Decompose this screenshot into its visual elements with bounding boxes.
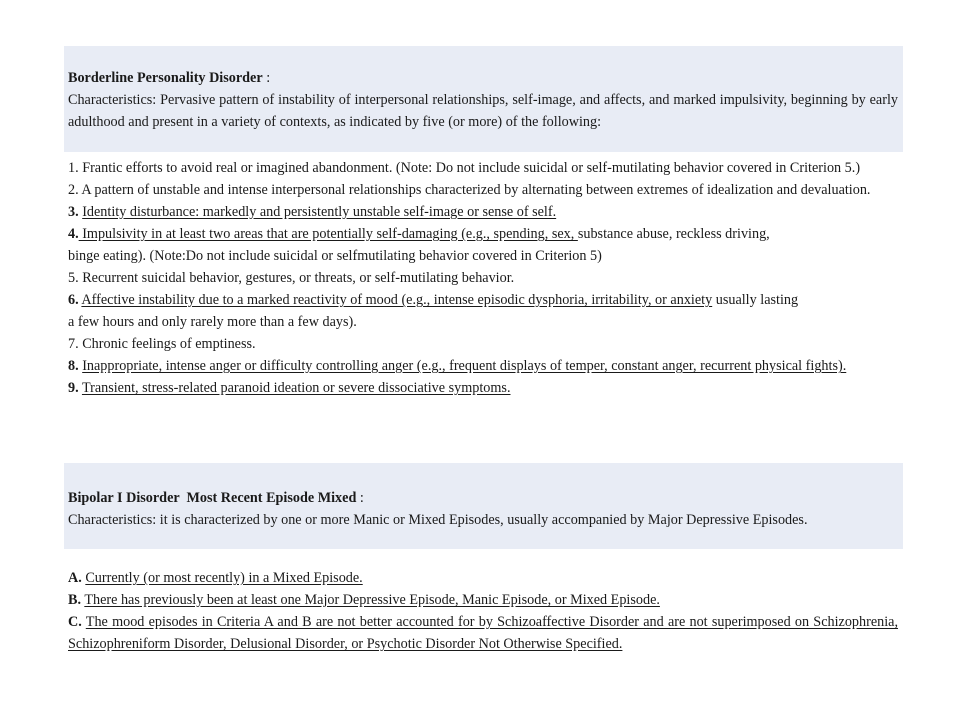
bipolar-criteria-list <box>68 567 898 655</box>
bipolar-title: Bipolar I Disorder Most Recent Episode Mixed <box>68 490 357 506</box>
criterion-letter: B. <box>68 592 82 608</box>
bpd-title-suffix: : <box>262 70 271 86</box>
bipolar-title-suffix: : <box>356 490 364 506</box>
criterion-text: substance abuse, reckless driving, <box>577 226 770 242</box>
bpd-criterion-5: 5. Recurrent suicidal behavior, gestures, or threats, or self-mutilating behavior. <box>68 270 515 286</box>
bipolar-criterion-a <box>68 567 898 589</box>
criterion-letter: C. <box>68 614 82 630</box>
bpd-characteristics: Characteristics: Pervasive pattern of instability of interpersonal relationships, self-image, and affects, and marked impulsivity, beginning by early adulthood and present in a variety of contexts, as indicated by five (or more) of the following: <box>68 92 898 130</box>
criterion-number: 3. <box>68 204 79 220</box>
bpd-criterion-4 <box>68 223 898 245</box>
bipolar-characteristics: Characteristics: it is characterized by one or more Manic or Mixed Episodes, usually accompanied by Major Depressive Episodes. <box>68 512 808 528</box>
bipolar-header <box>68 487 898 531</box>
bipolar-criterion-c <box>68 611 898 655</box>
bpd-criterion-3 <box>68 201 898 223</box>
bpd-criterion-6-continued: a few hours and only rarely more than a few days). <box>68 314 357 330</box>
criterion-letter: A. <box>68 570 82 586</box>
criterion-number: 8. <box>68 358 79 374</box>
bpd-criterion-2: 2. A pattern of unstable and intense interpersonal relationships characterized by alternating between extremes of idealization and devaluation. <box>68 182 871 198</box>
criterion-number: 4. <box>68 226 79 242</box>
bpd-criterion-4-continued: binge eating). (Note:Do not include suicidal or selfmutilating behavior covered in Criterion 5) <box>68 248 602 264</box>
bpd-title: Borderline Personality Disorder <box>68 70 263 86</box>
bipolar-title-line <box>68 487 898 509</box>
criterion-text: usually lasting <box>712 292 799 308</box>
bipolar-criterion-b <box>68 589 898 611</box>
bpd-criterion-8 <box>68 355 898 377</box>
criterion-text: Transient, stress-related paranoid ideation or severe dissociative symptoms. <box>81 380 511 396</box>
criterion-text: Inappropriate, intense anger or difficulty controlling anger (e.g., frequent displays of temper, constant anger, recurrent physical fights). <box>82 358 847 374</box>
criterion-number: 6. <box>68 292 79 308</box>
criterion-text-underlined: Impulsivity in at least two areas that are potentially self-damaging (e.g., spending, sex, <box>78 226 578 242</box>
criterion-text: Currently (or most recently) in a Mixed Episode. <box>85 570 363 586</box>
criterion-text-underlined: Affective instability due to a marked reactivity of mood (e.g., intense episodic dysphoria, irritability, or anxiety <box>81 292 713 308</box>
bpd-header <box>68 67 898 133</box>
bpd-criterion-7: 7. Chronic feelings of emptiness. <box>68 336 256 352</box>
bpd-criterion-1: 1. Frantic efforts to avoid real or imagined abandonment. (Note: Do not include suicidal or self-mutilating behavior covered in Criterion 5.) <box>68 160 861 176</box>
bpd-criteria-list <box>68 157 898 399</box>
criterion-text: Identity disturbance: markedly and persistently unstable self-image or sense of self. <box>82 204 557 220</box>
criterion-text: The mood episodes in Criteria A and B are not better accounted for by Schizoaffective Disorder and are not superimposed on Schizophrenia, Schizophreniform Disorder, Delusional Disorder, or Psychotic Disorder Not Otherwise Specified. <box>68 614 899 652</box>
bpd-title-line <box>68 67 898 89</box>
bpd-criterion-9 <box>68 377 898 399</box>
criterion-number: 9. <box>68 380 79 396</box>
criterion-text: There has previously been at least one Major Depressive Episode, Manic Episode, or Mixed Episode. <box>84 592 660 608</box>
bpd-criterion-6 <box>68 289 898 311</box>
